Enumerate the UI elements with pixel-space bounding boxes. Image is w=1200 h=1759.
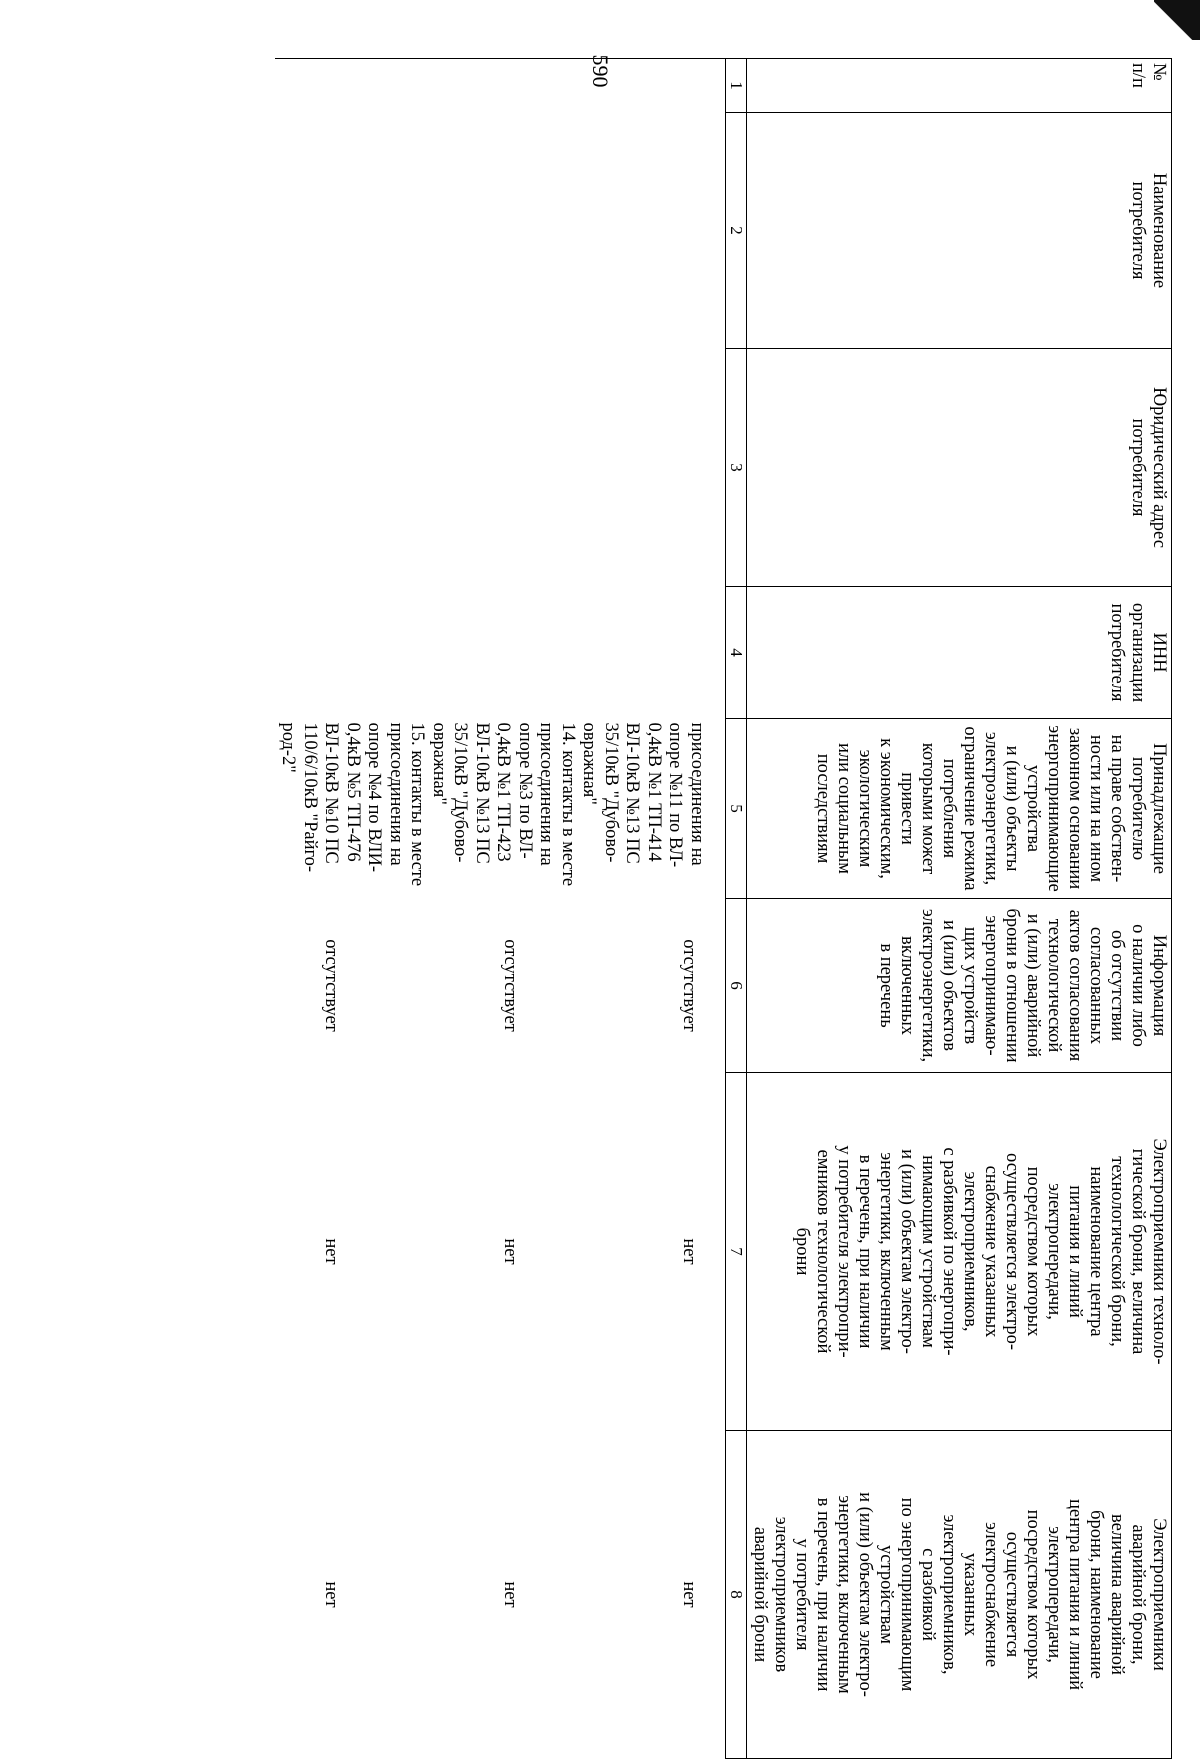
cell-technological-reserve [275, 1073, 726, 1431]
header-cell-number: № п/п [747, 59, 1172, 113]
cell-consumer-name [275, 113, 726, 349]
cell-inn [275, 587, 726, 719]
emergency-reserve-value: нет [500, 1581, 520, 1608]
page-number: 590 [588, 54, 613, 88]
column-number: 4 [726, 587, 747, 719]
column-number: 5 [726, 719, 747, 899]
header-cell-devices: Принадлежащие потребителю на праве собствен- ности или на ином законном основании энергопринимающие устройства и (или) объекты электроэнергетики, ограничение режима потребления которыми может привести к экономическим, экологическим или социальным последствиям [747, 719, 1172, 899]
header-cell-reservation-acts: Информация о наличии либо об отсутствии согласованных актов согласования технологической и (или) аварийной брони в отношении энергопринимаю- щих устройств и (или) объектов электроэнергетики, включенных в перечень [747, 899, 1172, 1073]
acts-status: отсутствует [679, 939, 699, 1032]
header-row [747, 59, 1172, 1759]
tech-reserve-value: нет [679, 1238, 699, 1265]
column-number-row [726, 59, 747, 1759]
column-number: 6 [726, 899, 747, 1073]
header-cell-inn: ИНН организации потребителя [747, 587, 1172, 719]
cell-legal-address [275, 349, 726, 587]
header-cell-legal-address: Юридический адрес потребителя [747, 349, 1172, 587]
header-cell-consumer-name: Наименование потребителя [747, 113, 1172, 349]
scan-edge-artifact [1154, 0, 1200, 40]
column-number: 8 [726, 1431, 747, 1759]
column-number: 3 [726, 349, 747, 587]
table-row [275, 59, 726, 1759]
acts-status: отсутствует [500, 939, 520, 1032]
consumer-table [275, 58, 1172, 1759]
emergency-reserve-value: нет [679, 1581, 699, 1608]
rotated-table-sheet [100, 58, 1172, 1758]
emergency-reserve-value: нет [321, 1581, 341, 1608]
column-number: 7 [726, 1073, 747, 1431]
tech-reserve-value: нет [500, 1238, 520, 1265]
cell-number [275, 59, 726, 113]
cell-emergency-reserve [275, 1431, 726, 1759]
header-cell-emergency-reserve: Электроприемники аварийной брони, величина аварийной брони, наименование центра питания и линий электропередачи, посредством которых осуществляется электроснабжение указанных электроприемников, с разбивкой по энергопринимающим устройствам и (или) объектам электро- энергетики, включенным в перечень, при наличии у потребителя электроприемников аварийной брони [747, 1431, 1172, 1759]
column-number: 2 [726, 113, 747, 349]
header-cell-technological-reserve: Электроприемники техноло- гической брони, величина технологической брони, наименование центра питания и линий электропередачи, посредством которых осуществляется электро- снабжение указанных электроприемников, с разбивкой по энергопри- нимающим устройствам и (или) объектам электро- энергетики, включенным в перечень, при наличии у потребителя электропри- емников технологической брони [747, 1073, 1172, 1431]
cell-devices-list: присоединения на опоре №11 по ВЛ- 0,4кВ №1 ТП-414 ВЛ-10кВ №13 ПС 35/10кВ "Дубово- овражная" 14. контакты в месте присоединения на опоре №3 по ВЛ- 0,4кВ №1 ТП-423 ВЛ-10кВ №13 ПС 35/10кВ "Дубово- овражная" 15. контакты в месте присоединения на опоре №4 по ВЛИ- 0,4кВ №5 ТП-476 ВЛ-10кВ №10 ПС 110/6/10кВ "Райго- род-2" [278, 722, 707, 887]
cell-reservation-acts [275, 899, 726, 1073]
tech-reserve-value: нет [321, 1238, 341, 1265]
acts-status: отсутствует [321, 939, 341, 1032]
column-number: 1 [726, 59, 747, 113]
